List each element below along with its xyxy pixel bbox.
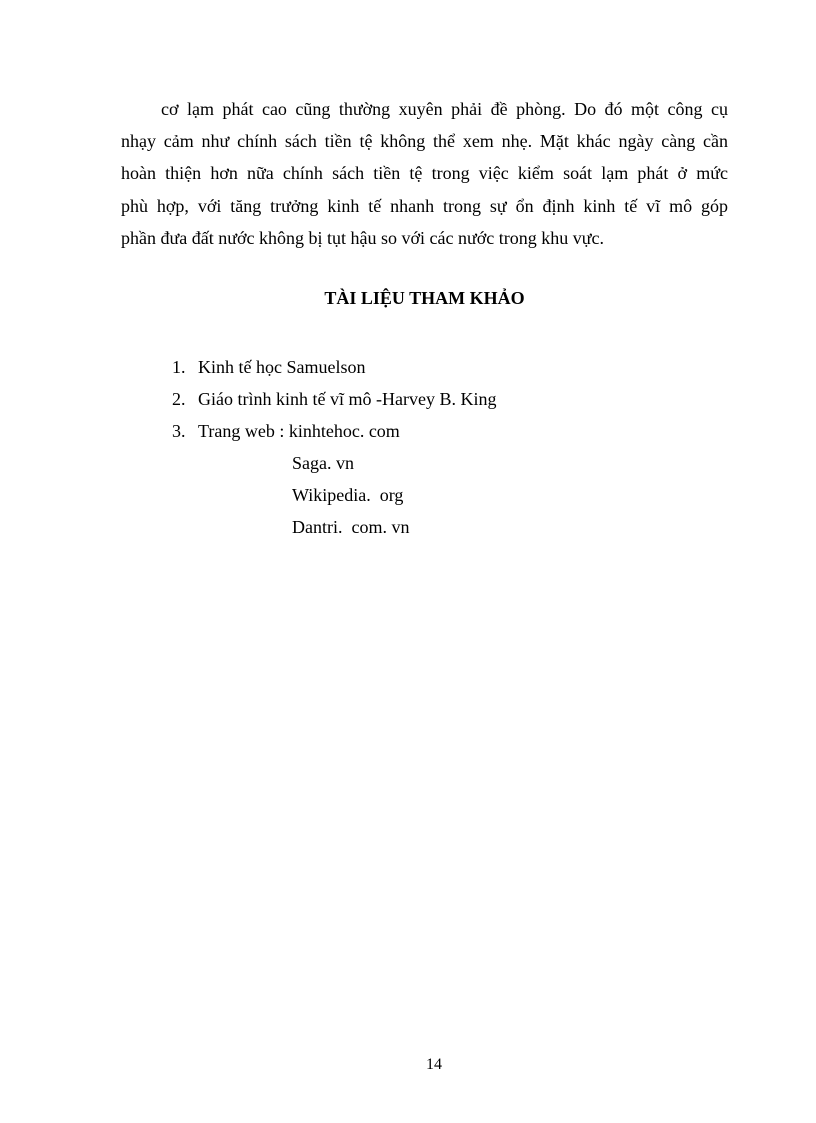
reference-item-3 (172, 415, 496, 447)
body-line-4: phù hợp, với tăng trưởng kinh tế nhanh trong sự ổn định kinh tế vĩ mô góp (121, 195, 728, 216)
reference-item-1 (172, 351, 496, 383)
reference-number: 1. (172, 357, 186, 377)
references-list (172, 351, 496, 447)
references-heading: TÀI LIỆU THAM KHẢO (324, 288, 525, 308)
body-line-2: nhạy cảm như chính sách tiền tệ không thể xem nhẹ. Mặt khác ngày càng cần (121, 131, 728, 152)
reference-text: Giáo trình kinh tế vĩ mô -Harvey B. King (198, 389, 497, 409)
reference-text: Trang web : kinhtehoc. com (198, 421, 400, 441)
reference-number: 3. (172, 421, 186, 441)
additional-websites-list (292, 447, 409, 543)
body-line-3: hoàn thiện hơn nữa chính sách tiền tệ trong việc kiểm soát lạm phát ở mức (121, 163, 728, 184)
page-number: 14 (426, 1056, 442, 1073)
website-item: Saga. vn (292, 453, 354, 473)
body-line-1: cơ lạm phát cao cũng thường xuyên phải đề phòng. Do đó một công cụ (161, 99, 728, 119)
body-paragraph (121, 93, 728, 254)
website-item: Dantri. com. vn (292, 517, 410, 537)
body-line-5: phần đưa đất nước không bị tụt hậu so với các nước trong khu vực. (121, 227, 604, 248)
reference-number: 2. (172, 389, 186, 409)
reference-text: Kinh tế học Samuelson (198, 357, 366, 377)
website-item: Wikipedia. org (292, 485, 404, 505)
reference-item-2 (172, 383, 496, 415)
